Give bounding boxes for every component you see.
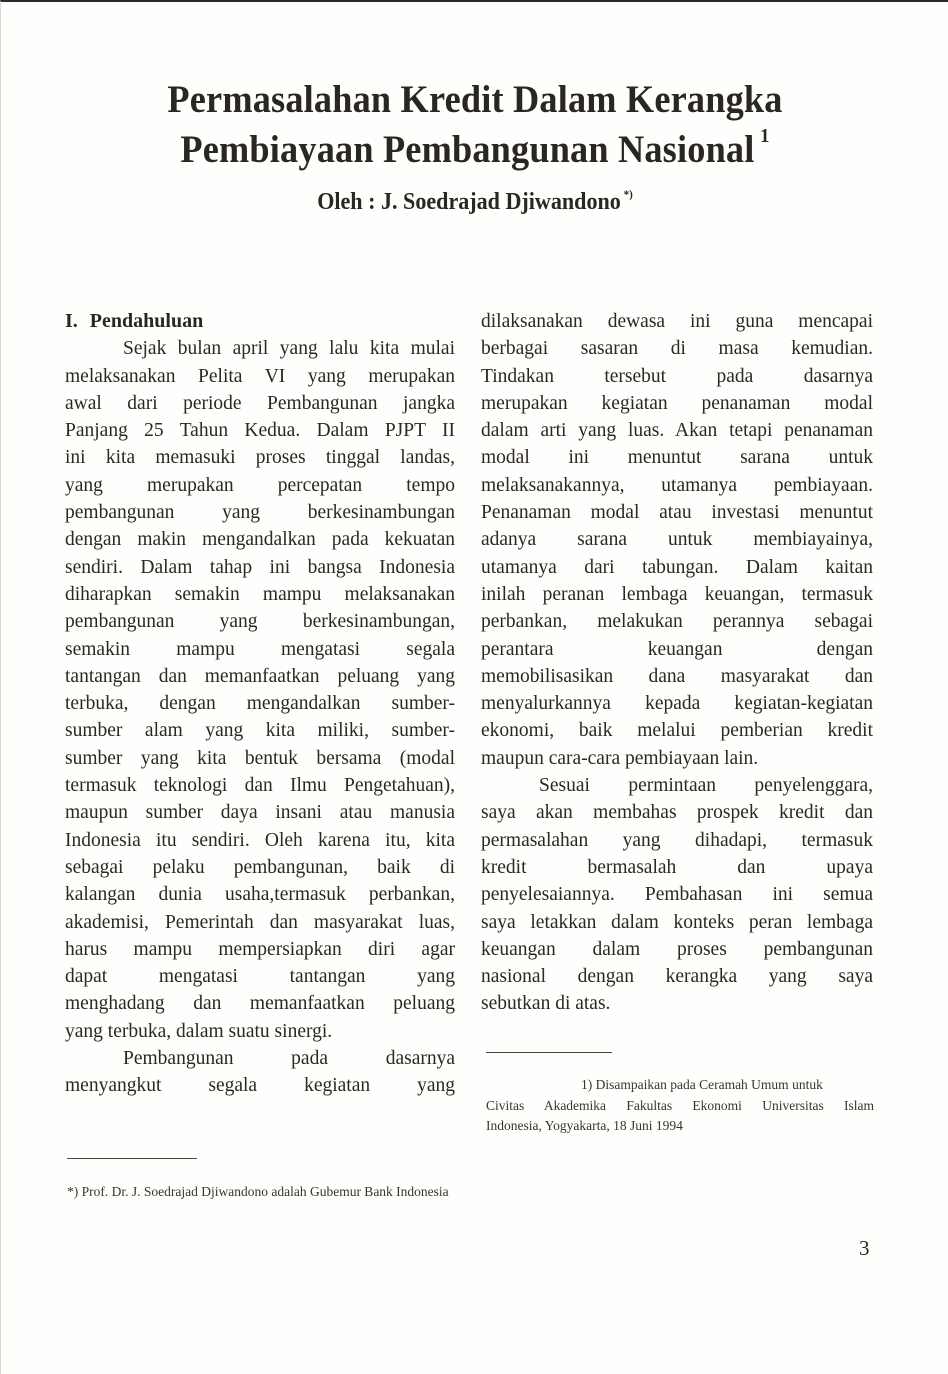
paragraph-line: menghadang dan memanfaatkan peluang	[65, 993, 455, 1015]
footnote-line: Indonesia, Yogyakarta, 18 Juni 1994	[486, 1118, 683, 1133]
paragraph-line: modal ini menuntut sarana untuk	[481, 447, 873, 469]
paragraph-line: sebagai pelaku pembangunan, baik di	[65, 856, 455, 878]
paragraph-line: Indonesia itu sendiri. Oleh karena itu, kita	[65, 829, 455, 851]
footnote-author: *) Prof. Dr. J. Soedrajad Djiwandono adalah Gubemur Bank Indonesia	[67, 1184, 449, 1199]
paragraph-line: permasalahan yang dihadapi, termasuk	[481, 829, 873, 851]
paragraph-line: utamanya dari tabungan. Dalam kaitan	[481, 556, 873, 578]
paragraph-line: yang terbuka, dalam suatu sinergi.	[65, 1020, 333, 1042]
paragraph-line: dengan makin mengandalkan pada kekuatan	[65, 529, 455, 551]
paragraph-line: kalangan dunia usaha,termasuk perbankan,	[65, 884, 455, 906]
paragraph-line: kredit bermasalah dan upaya	[481, 856, 873, 878]
page-number: 3	[859, 1236, 870, 1260]
author-name: Oleh : J. Soedrajad Djiwandono	[317, 189, 621, 215]
paragraph-line: berbagai sasaran di masa kemudian.	[481, 338, 873, 360]
paragraph-line: Penanaman modal atau investasi menuntut	[481, 502, 873, 524]
footnote-line: 1) Disampaikan pada Ceramah Umum untuk	[581, 1077, 823, 1092]
paragraph-line: sumber alam yang kita miliki, sumber-	[65, 720, 455, 742]
section-number: I.	[65, 310, 78, 332]
paragraph-line: maupun cara-cara pembiayaan lain.	[481, 747, 759, 769]
title-line-1	[34, 80, 916, 119]
section-heading	[65, 308, 455, 335]
paragraph-line: dalam arti yang luas. Akan tetapi penanaman	[481, 420, 873, 442]
title-footnote-mark: 1	[760, 125, 770, 147]
title-text: Pembiayaan Pembangunan Nasional	[180, 128, 755, 171]
paragraph-line: menyalurkannya kepada kegiatan-kegiatan	[481, 693, 873, 715]
paragraph-line: Pembangunan pada dasarnya	[123, 1048, 455, 1070]
paragraph-line: Panjang 25 Tahun Kedua. Dalam PJPT II	[65, 420, 455, 442]
paragraph-line: pembangunan yang berkesinambungan	[65, 502, 455, 524]
left-column	[65, 308, 455, 1100]
section-title: Pendahuluan	[89, 310, 204, 332]
paragraph-line: Sejak bulan april yang lalu kita mulai	[123, 338, 455, 360]
paragraph-line: harus mampu mempersiapkan diri agar	[65, 938, 455, 960]
paragraph-line: Sesuai permintaan penyelenggara,	[539, 775, 873, 797]
paragraph-line: ini kita memasuki proses tinggal landas,	[65, 447, 455, 469]
paragraph-line: perbankan, melakukan perannya sebagai	[481, 611, 873, 633]
paragraph-line: ekonomi, baik melalui pemberian kredit	[481, 720, 873, 742]
title-line-2	[34, 125, 916, 171]
footnote-line: Civitas Akademika Fakultas Ekonomi Universitas Islam	[486, 1097, 874, 1113]
byline	[39, 189, 911, 216]
paragraph-line: penyelesaiannya. Pembahasan ini semua	[481, 884, 873, 906]
paragraph-line: saya akan membahas prospek kredit dan	[481, 802, 873, 824]
footnote-divider	[486, 1052, 612, 1053]
paragraph-line: inilah peranan lembaga keuangan, termasuk	[481, 583, 873, 605]
paragraph-line: termasuk teknologi dan Ilmu Pengetahuan),	[65, 775, 455, 797]
paragraph-line: maupun sumber daya insani atau manusia	[65, 802, 455, 824]
paragraph-line: memobilisasikan dana masyarakat dan	[481, 665, 873, 687]
paragraph-line: sebutkan di atas.	[481, 993, 611, 1015]
paragraph-line: Tindakan tersebut pada dasarnya	[481, 365, 873, 387]
paragraph-line: nasional dengan kerangka yang saya	[481, 966, 873, 988]
paragraph-line: dapat mengatasi tantangan yang	[65, 966, 455, 988]
paragraph-line: perantara keuangan dengan	[481, 638, 873, 660]
footnote-1	[486, 1075, 874, 1137]
paragraph-line: adanya sarana untuk membiayainya,	[481, 529, 873, 551]
paragraph-line: semakin mampu mengatasi segala	[65, 638, 455, 660]
title-text: Permasalahan Kredit Dalam Kerangka	[167, 78, 783, 121]
paragraph-line: melaksanakannya, utamanya pembiayaan.	[481, 474, 873, 496]
paragraph-line: yang merupakan percepatan tempo	[65, 474, 455, 496]
paragraph-line: akademisi, Pemerintah dan masyarakat luas,	[65, 911, 455, 933]
paragraph-line: diharapkan semakin mampu melaksanakan	[65, 583, 455, 605]
paragraph-line: saya letakkan dalam konteks peran lembaga	[481, 911, 873, 933]
paragraph-line: dilaksanakan dewasa ini guna mencapai	[481, 311, 873, 332]
paragraph-line: menyangkut segala kegiatan yang	[65, 1075, 455, 1097]
author-footnote-mark: *)	[623, 187, 633, 201]
paragraph-line: pembangunan yang berkesinambungan,	[65, 611, 455, 633]
paragraph-line: tantangan dan memanfaatkan peluang yang	[65, 665, 455, 687]
footnote-divider	[67, 1158, 197, 1159]
paragraph-line: terbuka, dengan mengandalkan sumber-	[65, 693, 455, 715]
right-column	[481, 308, 873, 1018]
paragraph-line: awal dari periode Pembangunan jangka	[65, 392, 455, 414]
paragraph-line: keuangan dalam proses pembangunan	[481, 938, 873, 960]
paragraph-line: sumber yang kita bentuk bersama (modal	[65, 747, 455, 769]
paragraph-line: sendiri. Dalam tahap ini bangsa Indonesia	[65, 556, 455, 578]
paragraph-line: merupakan kegiatan penanaman modal	[481, 392, 873, 414]
paragraph-line: melaksanakan Pelita VI yang merupakan	[65, 365, 455, 387]
